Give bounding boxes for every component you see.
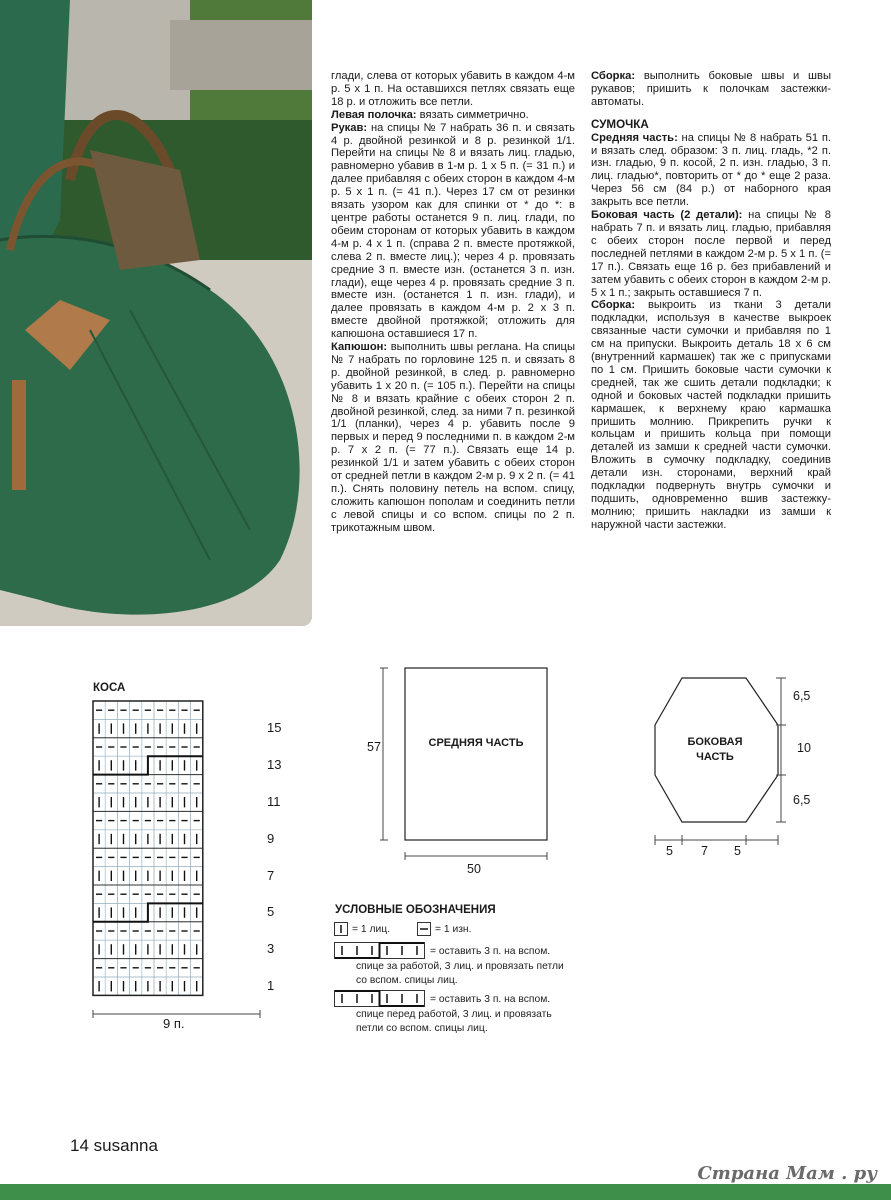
middle-part-label: СРЕДНЯЯ ЧАСТЬ	[428, 737, 524, 749]
cable-front-symbol	[334, 990, 426, 1008]
side-part-label-2: ЧАСТЬ	[696, 751, 734, 763]
site-watermark: Страна Мам . ру	[697, 1163, 877, 1184]
chart-width-label: 9 п.	[163, 1016, 185, 1031]
col1-para-1: Левая полочка: вязать симметрично.	[331, 108, 529, 121]
side-dim-middle: 10	[797, 741, 811, 755]
col1-para-2: Рукав: на спицы № 7 набрать 36 п. и связать 4 р. двойной резинкой и 8 р. резинкой 1/1. Перейти на спицы № 8 и вязать лиц. гладью, равномерно убавив в 1-м р. 1 х 5 п. (= 31 п.) и далее прибавляя с обеих сторон в каждом 4-м р. 5 х 1 п. (= 41 п.). Через 17 см от резинки вязать узором как для спинки от * до *: в центре работы останется 9 п. лиц. глади, по обеим сторонам от которых убавить в каждом 4-м р. 4 х 1 п. (справа 2 п. вместе протяжкой, слева 2 п. вместе лиц.); через 4 р. провязать средние 3 п. вместе изн. (останется 3 п. изн. глади), еще через 4 р. провязать средние 3 п. вместе изн. (останется 1 п. изн. глади), и далее провязать в каждом 4-м р. 2 х 3 п. вместе двойной протяжкой; отложить для капюшона оставшиеся 17 п.	[331, 121, 575, 341]
chart-row-label: 11	[267, 794, 281, 809]
legend-title: УСЛОВНЫЕ ОБОЗНАЧЕНИЯ	[335, 904, 496, 916]
side-part-label-1: БОКОВАЯ	[687, 736, 743, 748]
cable-back-line-2: спице за работой, 3 лиц. и провязать петли	[356, 961, 564, 972]
chart-row-label: 13	[267, 757, 282, 773]
cable-front-line-1: = оставить 3 п. на вспом.	[430, 994, 551, 1005]
cable-cross-mark	[93, 756, 203, 774]
side-part-diagram	[650, 670, 800, 860]
page-number: 14	[70, 1136, 89, 1155]
purl-legend: = 1 изн.	[435, 924, 472, 935]
cable-front-line-3: петли со вспом. спицы лиц.	[356, 1023, 488, 1034]
middle-part-width: 50	[467, 862, 481, 876]
bag-para-1: Боковая часть (2 детали): на спицы № 8 набрать 7 п. и вязать лиц. гладью, прибавляя с обеих сторон после первой и перед последней петлями в каждом 2-м р. 5 х 1 п. (= 17 п.). Связать еще 16 р. без прибавлений и затем убавить с обеих сторон в каждом 2-м р. 5 х 1 п.; закрыть оставшиеся 7 п.	[591, 209, 831, 299]
cable-cross-mark	[93, 903, 203, 921]
bag-para-2: Сборка: выкроить из ткани 3 детали подкладки, используя в качестве выкроек связанные части сумочки и прибавляя по 1 см на припуски. Выкроить деталь 18 х 6 см (внутренний кармашек) так же с припусками по 1 см. Пришить боковые части сумочки к средней, так же сшить детали подкладки; к одной и боковых частей подкладки пришить кармашек, к верхнему краю кармашка пришить молнию. Прикрепить ручки к кольцам и пришить кольца при помощи деталей из замши к средней части сумочки. Вложить в сумочку подкладку, соединив детали изн. сторонами, верхний край подкладки подвернуть внутрь сумочки и подшить, одновременно вшив застежку-молнию; пришить накладки из замши к наружной части застежки.	[591, 299, 831, 531]
chart-title: КОСА	[93, 682, 126, 694]
col1-para-3: Капюшон: выполнить швы реглана. На спицы № 7 набрать по горловине 125 п. и связать 8 р. двойной резинкой, в след. р. равномерно убавить 1 х 20 п. (= 105 п.). Перейти на спицы № 8 и вязать крайние с обеих сторон 2 п. двойной резинкой, след. за ними 7 п. резинкой 1/1 (планки), через 4 р. убавить после 9 первых и перед 9 последними п. в каждом 2-м р. 7 х 2 п. (= 77 п.). Связать еще 14 р. резинкой 1/1 и затем убавить с обеих сторон от средней петли в каждом 2-м р. 9 х 2 п. (= 41 п.). Снять половину петель на вспом. спицу, сложить капюшон пополам и соединить петли с левой спицы и со вспом. спицы по 2 п. трикотажным швом.	[331, 341, 575, 534]
side-dim-right: 5	[734, 844, 741, 858]
chart-row-label: 1	[267, 978, 275, 993]
side-dim-center: 7	[701, 844, 708, 858]
chart-row-label: 5	[267, 904, 275, 920]
chart-row-label: 3	[267, 941, 275, 957]
side-dim-top: 6,5	[793, 689, 811, 703]
cable-front-line-2: спице перед работой, 3 лиц. и провязать	[356, 1009, 552, 1020]
magazine-name: susanna	[93, 1136, 158, 1155]
instructions-column-right	[591, 70, 831, 532]
knit-legend: = 1 лиц.	[352, 924, 390, 935]
side-dim-bottom: 6,5	[793, 793, 811, 807]
assembly-para: Сборка: выполнить боковые швы и швы рукавов; пришить к полочкам застежки-автоматы.	[591, 70, 831, 108]
col1-para-0: глади, слева от которых убавить в каждом 4-м р. 5 х 1 п. На оставшихся петлях связать еще 18 р. и отложить все петли.	[331, 70, 575, 108]
knitted-bag-photo	[0, 0, 312, 626]
cable-chart-grid	[92, 700, 262, 1000]
cable-back-symbol	[334, 942, 426, 960]
purl-symbol	[417, 922, 431, 936]
chart-row-label: 7	[267, 867, 275, 883]
bag-section-title: СУМОЧКА	[591, 117, 649, 131]
chart-row-label: 15	[267, 720, 282, 736]
middle-part-diagram	[380, 660, 560, 870]
bottom-accent-bar	[0, 1184, 891, 1200]
instructions-column-left	[331, 70, 575, 535]
middle-part-height: 57	[367, 740, 381, 754]
cable-back-line-1: = оставить 3 п. на вспом.	[430, 946, 551, 957]
cable-back-line-3: со вспом. спицы лиц.	[356, 975, 458, 986]
chart-row-label: 9	[267, 830, 275, 846]
bag-para-0: Средняя часть: на спицы № 8 набрать 51 п. и вязать след. образом: 3 п. лиц. гладь, *2 п. изн. гладью, 9 п. косой, 2 п. изн. гладью, 3 п. лиц. гладью*, повторить от * до * еще 2 раза. Через 56 см (84 р.) от наборного края закрыть все петли.	[591, 131, 831, 209]
knit-symbol	[334, 922, 348, 936]
side-dim-left: 5	[666, 844, 673, 858]
page-footer	[70, 1136, 158, 1156]
